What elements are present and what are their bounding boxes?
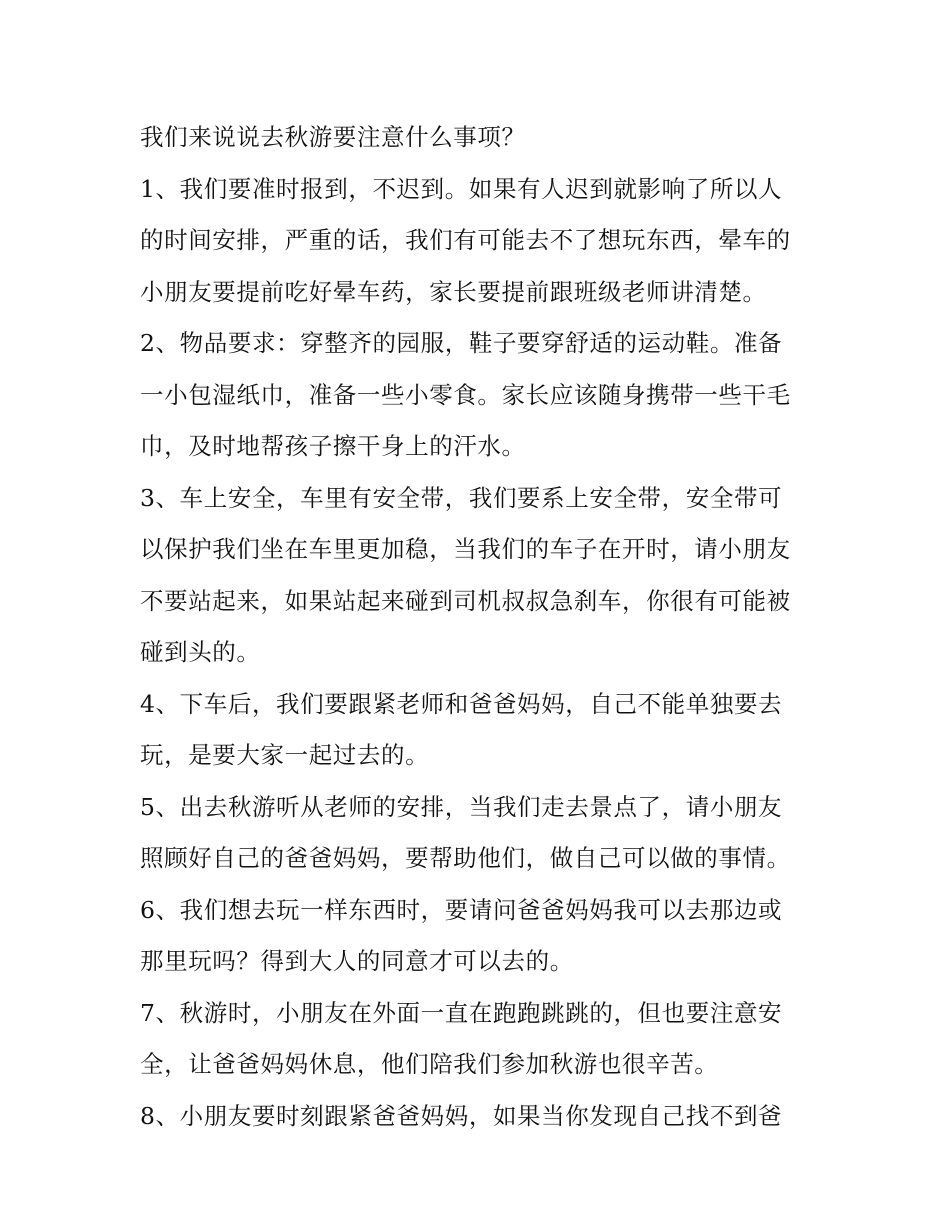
- text-line: 玩，是要大家一起过去的。: [140, 741, 430, 769]
- text-line: 的时间安排，严重的话，我们有可能去不了想玩东西，晕车的: [140, 226, 791, 254]
- text-line: 巾，及时地帮孩子擦干身上的汗水。: [140, 432, 526, 460]
- text-line: 那里玩吗？得到大人的同意才可以去的。: [140, 947, 574, 975]
- text-line: 不要站起来，如果站起来碰到司机叔叔急刹车，你很有可能被: [140, 586, 791, 615]
- text-line: 4、下车后，我们要跟紧老师和爸爸妈妈，自己不能单独要去: [140, 689, 783, 718]
- text-line-title: 我们来说说去秋游要注意什么事项？: [140, 123, 526, 151]
- document-body: [140, 112, 830, 1142]
- text-line: 2、物品要求：穿整齐的园服，鞋子要穿舒适的运动鞋。准备: [140, 329, 783, 357]
- text-line: 3、车上安全，车里有安全带，我们要系上安全带，安全带可: [140, 483, 783, 512]
- text-line: 碰到头的。: [140, 638, 261, 666]
- text-line: 7、秋游时，小朋友在外面一直在跑跑跳跳的，但也要注意安: [140, 998, 783, 1027]
- text-line: 6、我们想去玩一样东西时，要请问爸爸妈妈我可以去那边或: [140, 895, 783, 924]
- text-line: 5、出去秋游听从老师的安排，当我们走去景点了，请小朋友: [140, 792, 783, 821]
- text-line: 小朋友要提前吃好晕车药，家长要提前跟班级老师讲清楚。: [140, 277, 767, 306]
- text-line: 全，让爸爸妈妈休息，他们陪我们参加秋游也很辛苦。: [140, 1050, 719, 1078]
- text-line: 1、我们要准时报到，不迟到。如果有人迟到就影响了所以人: [140, 174, 783, 203]
- text-line: 以保护我们坐在车里更加稳，当我们的车子在开时，请小朋友: [140, 535, 791, 563]
- text-line: 照顾好自己的爸爸妈妈，要帮助他们，做自己可以做的事情。: [140, 844, 791, 872]
- text-line: 一小包湿纸巾，准备一些小零食。家长应该随身携带一些干毛: [140, 380, 791, 409]
- text-line: 8、小朋友要时刻跟紧爸爸妈妈，如果当你发现自己找不到爸: [140, 1101, 783, 1130]
